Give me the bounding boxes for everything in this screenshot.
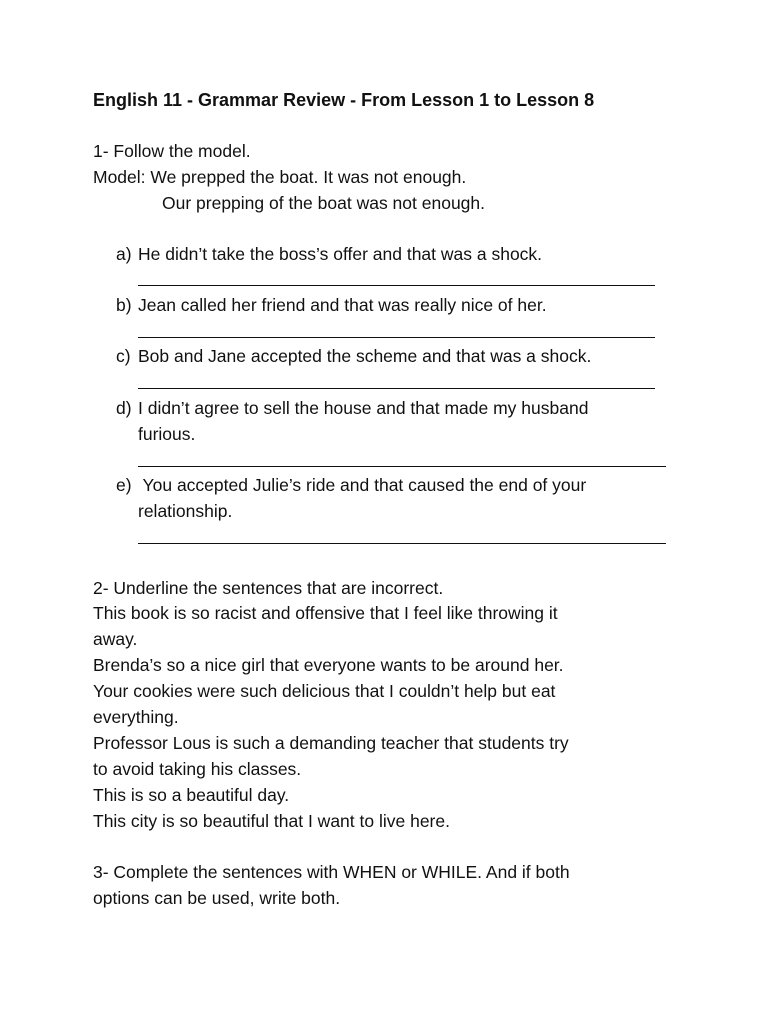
item-text: You accepted Julie’s ride and that caused the end of your	[138, 475, 587, 495]
answer-line-b[interactable]	[138, 337, 655, 338]
model-line-2: Our prepping of the boat was not enough.	[162, 193, 486, 213]
item-label: d)	[116, 398, 132, 418]
exercise-item-a	[116, 241, 542, 267]
exercise-item-d	[116, 395, 588, 421]
section3-heading-line-2: options can be used, write both.	[93, 888, 341, 908]
sentence-line: This city is so beautiful that I want to live here.	[93, 811, 450, 831]
item-text: I didn’t agree to sell the house and that made my husband	[138, 398, 589, 418]
sentence-line: This is so a beautiful day.	[93, 785, 290, 805]
item-label: c)	[116, 346, 131, 366]
item-label: b)	[116, 295, 132, 315]
sentence-line: away.	[93, 629, 138, 649]
sentence-line: everything.	[93, 707, 179, 727]
sentence-line: Professor Lous is such a demanding teacher that students try	[93, 733, 569, 753]
sentence-line: Your cookies were such delicious that I couldn’t help but eat	[93, 681, 556, 701]
item-label: a)	[116, 244, 132, 264]
exercise-item-b	[116, 292, 547, 318]
worksheet-title: English 11 - Grammar Review - From Lesson 1 to Lesson 8	[93, 90, 595, 110]
answer-line-a[interactable]	[138, 285, 655, 286]
sentence-line: to avoid taking his classes.	[93, 759, 302, 779]
section1-heading: 1- Follow the model.	[93, 141, 251, 161]
exercise-item-e-continuation: relationship.	[138, 501, 233, 521]
sentence-line: Brenda’s so a nice girl that everyone wants to be around her.	[93, 655, 564, 675]
answer-line-e[interactable]	[138, 543, 666, 544]
exercise-item-c	[116, 343, 591, 369]
section3-heading-line-1: 3- Complete the sentences with WHEN or WHILE. And if both	[93, 862, 570, 882]
item-label: e)	[116, 475, 132, 495]
model-line-1: Model: We prepped the boat. It was not enough.	[93, 167, 467, 187]
item-text: He didn’t take the boss’s offer and that was a shock.	[138, 244, 543, 264]
exercise-item-e	[116, 472, 586, 498]
item-text: Bob and Jane accepted the scheme and that was a shock.	[138, 346, 592, 366]
sentence-line: This book is so racist and offensive that I feel like throwing it	[93, 603, 558, 623]
item-text: Jean called her friend and that was really nice of her.	[138, 295, 547, 315]
exercise-item-d-continuation: furious.	[138, 424, 196, 444]
answer-line-c[interactable]	[138, 388, 655, 389]
section2-heading: 2- Underline the sentences that are incorrect.	[93, 578, 444, 598]
answer-line-d[interactable]	[138, 466, 666, 467]
